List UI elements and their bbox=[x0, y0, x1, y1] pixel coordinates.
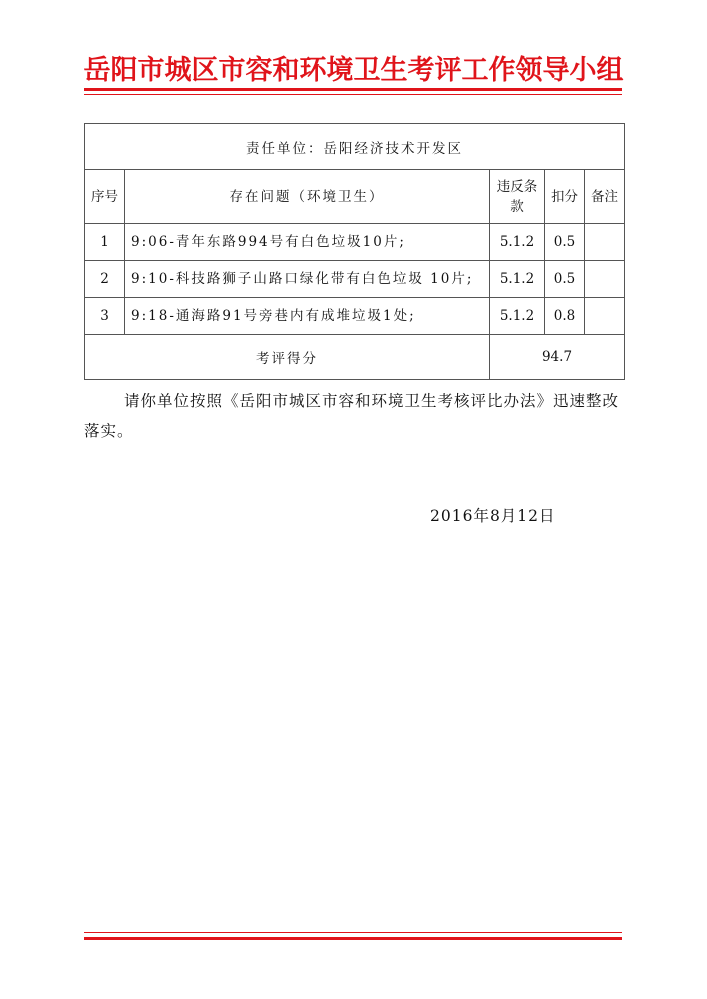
table-row bbox=[85, 261, 625, 298]
row-seq: 2 bbox=[85, 261, 125, 298]
header-row bbox=[85, 170, 625, 224]
row-deduct: 0.5 bbox=[545, 224, 585, 261]
header-clause: 违反条款 bbox=[490, 170, 545, 224]
row-remark bbox=[585, 224, 625, 261]
issue-date: 2016年8月12日 bbox=[430, 507, 556, 525]
row-issue: 9:10-科技路狮子山路口绿化带有白色垃圾 10片; bbox=[125, 261, 490, 298]
row-remark bbox=[585, 298, 625, 335]
header-deduct: 扣分 bbox=[545, 170, 585, 224]
row-remark bbox=[585, 261, 625, 298]
total-score: 94.7 bbox=[490, 335, 625, 380]
total-label: 考评得分 bbox=[85, 335, 490, 380]
row-clause: 5.1.2 bbox=[490, 261, 545, 298]
header-remark: 备注 bbox=[585, 170, 625, 224]
footer-rule-thin bbox=[84, 932, 622, 933]
row-clause: 5.1.2 bbox=[490, 298, 545, 335]
unit-row bbox=[85, 124, 625, 170]
notice-text: 请你单位按照《岳阳市城区市容和环境卫生考核评比办法》迅速整改落实。 bbox=[84, 392, 620, 440]
header-rule-thick bbox=[84, 88, 622, 91]
row-issue: 9:06-青年东路994号有白色垃圾10片; bbox=[125, 224, 490, 261]
total-row bbox=[85, 335, 625, 380]
responsible-unit: 责任单位：岳阳经济技术开发区 bbox=[85, 124, 625, 170]
inspection-table bbox=[84, 123, 625, 380]
row-deduct: 0.5 bbox=[545, 261, 585, 298]
row-issue: 9:18-通海路91号旁巷内有成堆垃圾1处; bbox=[125, 298, 490, 335]
footer-rule-thick bbox=[84, 937, 622, 940]
notice-paragraph bbox=[84, 386, 624, 446]
row-seq: 1 bbox=[85, 224, 125, 261]
row-deduct: 0.8 bbox=[545, 298, 585, 335]
header-issue: 存在问题（环境卫生） bbox=[125, 170, 490, 224]
header-seq: 序号 bbox=[85, 170, 125, 224]
document-title: 岳阳市城区市容和环境卫生考评工作领导小组 bbox=[83, 55, 624, 86]
table-row bbox=[85, 298, 625, 335]
header-rule-thin bbox=[84, 94, 622, 95]
table-row bbox=[85, 224, 625, 261]
row-seq: 3 bbox=[85, 298, 125, 335]
row-clause: 5.1.2 bbox=[490, 224, 545, 261]
